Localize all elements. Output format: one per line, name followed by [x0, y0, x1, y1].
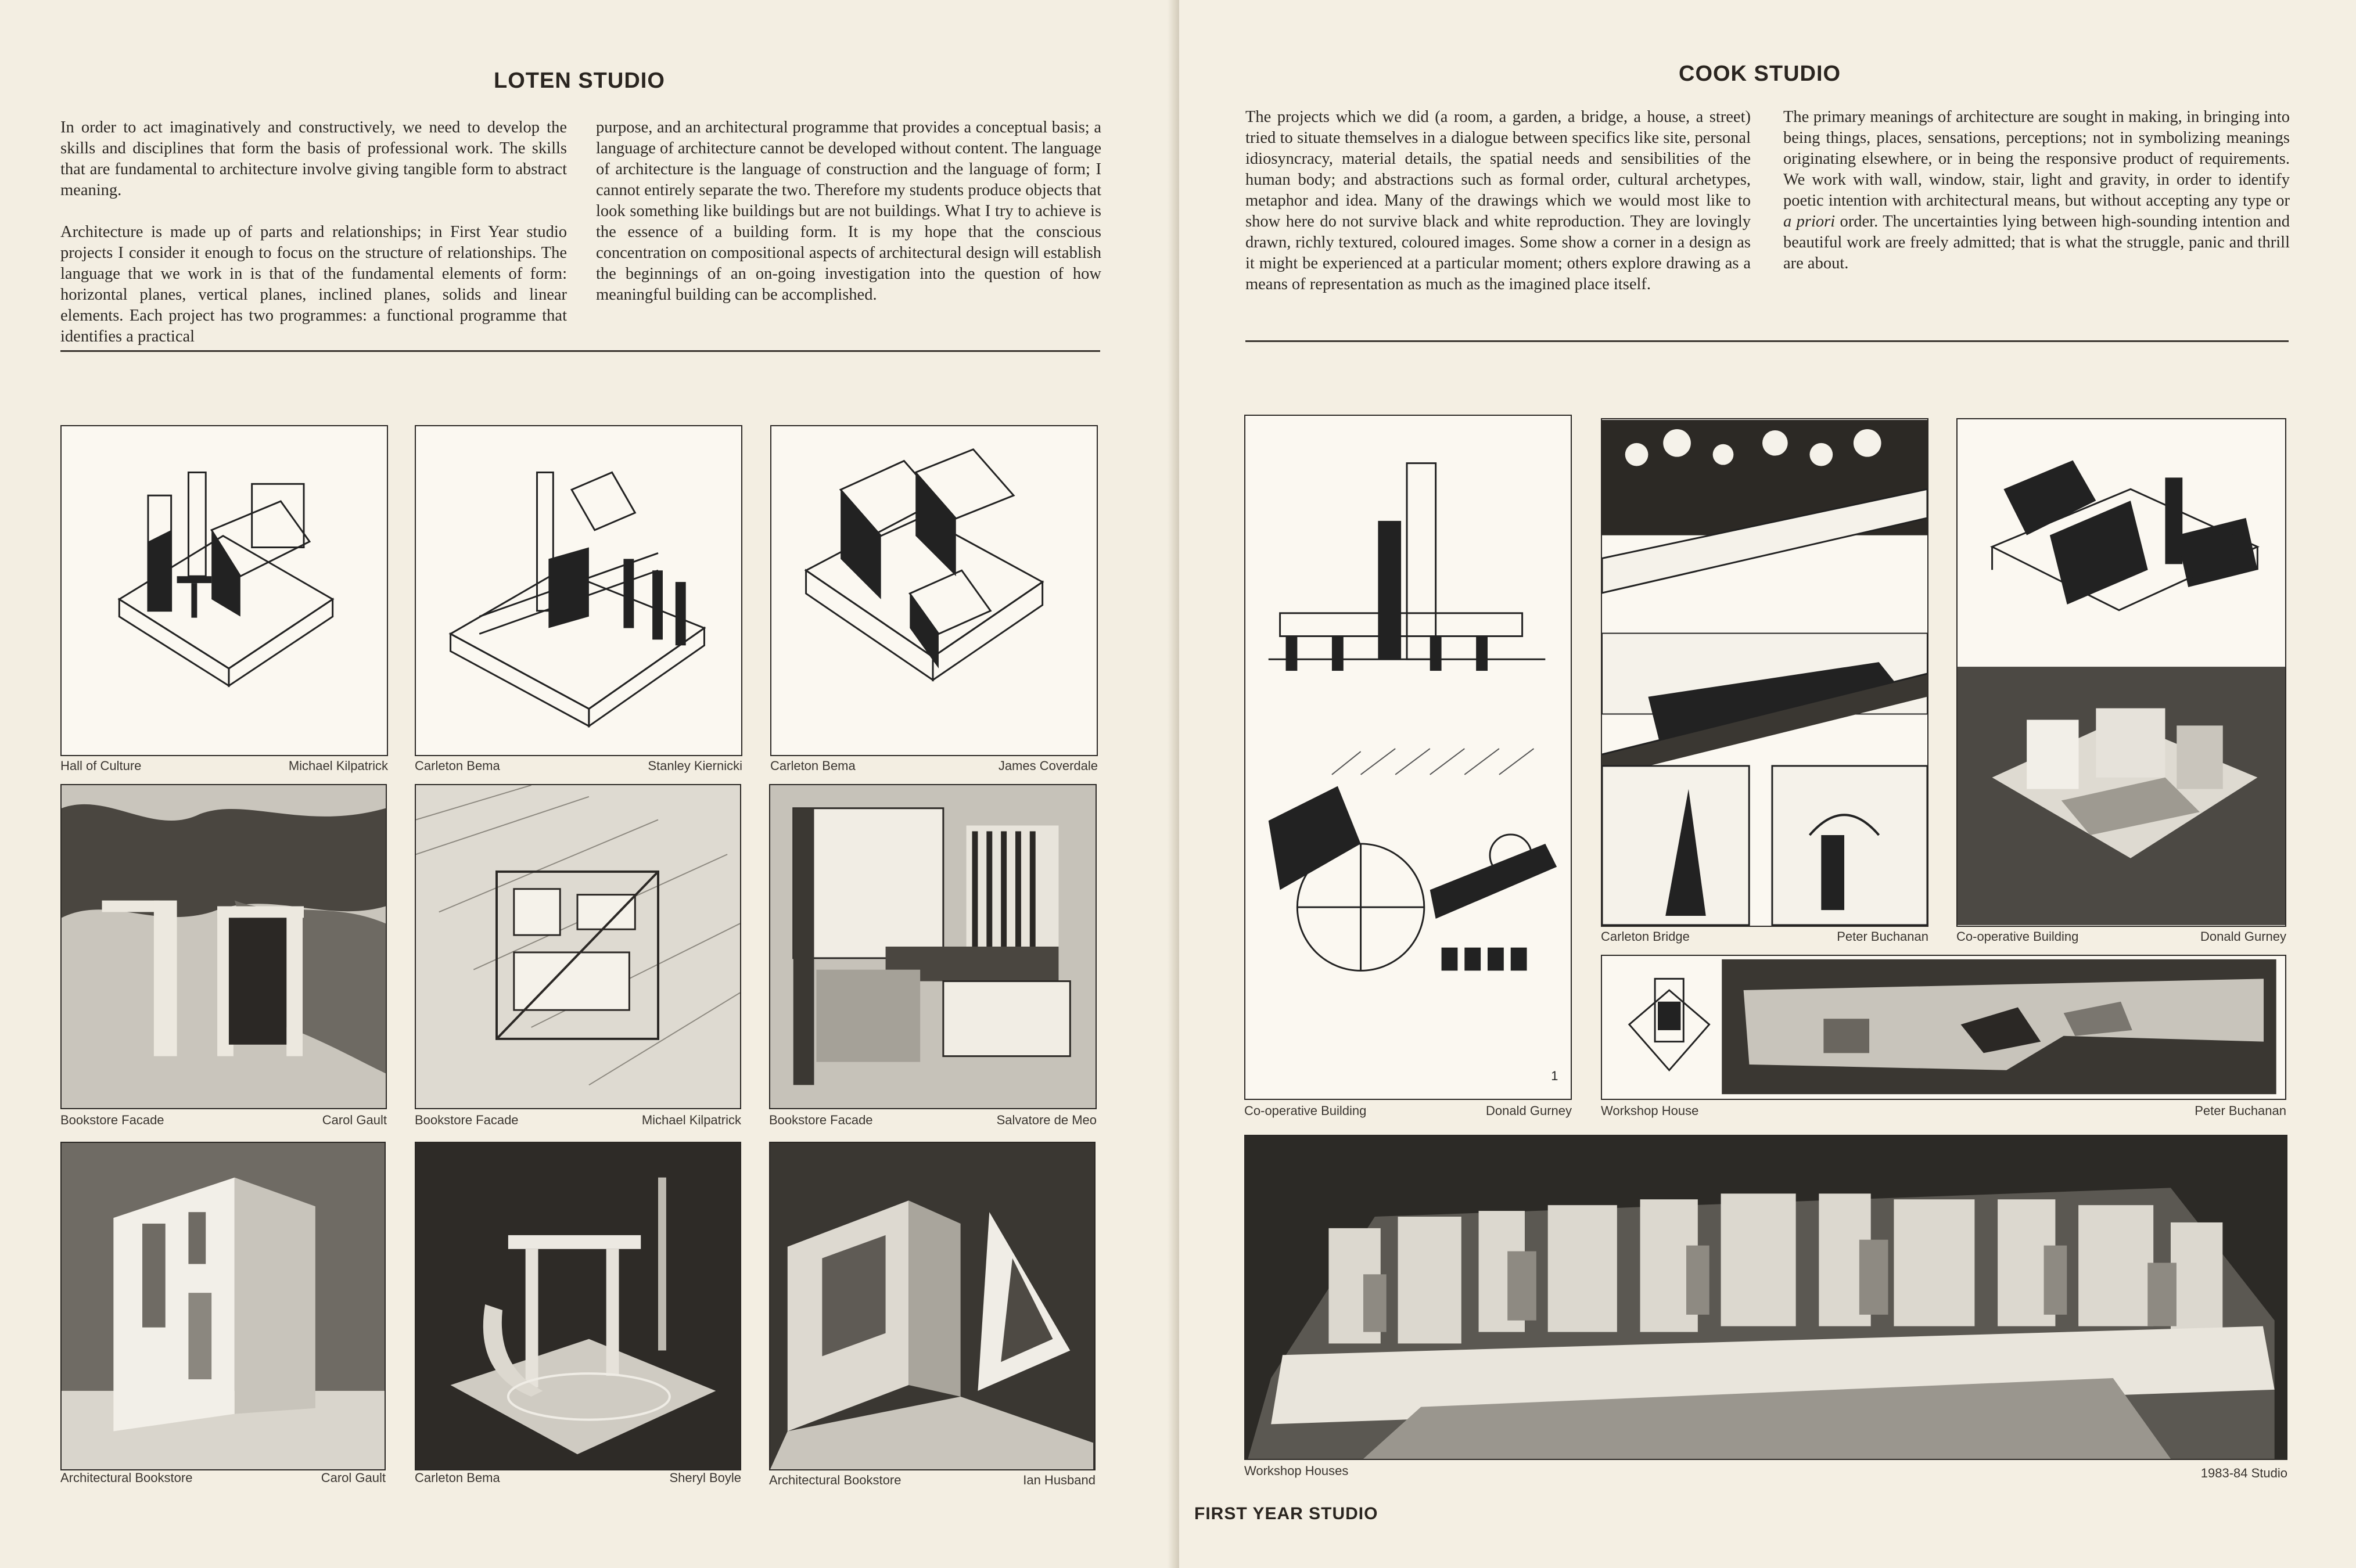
- cook-drawing-carleton-bridge: [1601, 418, 1928, 927]
- cook-studio-title: COOK STUDIO: [1679, 62, 1841, 86]
- caption-project: Carleton Bema: [415, 1470, 500, 1485]
- caption-author: Michael Kilpatrick: [288, 758, 388, 773]
- caption-project: Bookstore Facade: [415, 1113, 519, 1127]
- loten-rendering-bookstore-facade-3: [769, 784, 1097, 1109]
- caption-author: Carol Gault: [321, 1470, 386, 1485]
- cook-co-operative-building-right: [1956, 418, 2286, 927]
- cook-photo-workshop-houses: [1244, 1135, 2287, 1460]
- sketch-and-model-photo: [1958, 419, 2285, 926]
- loten-paragraph: Architecture is made up of parts and relationships; in First Year studio projects I consider it enough to focus on the structure of relationships. The language that we work in is that of the fundamental elements of form: horizontal planes, vertical planes, inclined planes, solids and linear elements. Each project has two programmes: a functional programme that identifies a practical: [60, 223, 567, 346]
- loten-text-column-1: [60, 117, 567, 368]
- caption-project: Carleton Bema: [415, 758, 500, 773]
- model-photo: [62, 1143, 385, 1469]
- caption-project: Architectural Bookstore: [60, 1470, 193, 1485]
- loten-photo-architectural-bookstore-1: [60, 1142, 386, 1470]
- axonometric-drawing: [771, 426, 1097, 755]
- caption-project: Hall of Culture: [60, 758, 142, 773]
- caption-project: Carleton Bema: [770, 758, 856, 773]
- caption-project: Bookstore Facade: [60, 1113, 164, 1127]
- drawing-and-model-photo: [1602, 956, 2285, 1099]
- cook-divider: [1245, 340, 2289, 342]
- loten-drawing-carleton-bema-1: [415, 425, 742, 756]
- cook-drawing-co-operative-building: [1244, 415, 1572, 1100]
- model-photo: [1245, 1136, 2286, 1459]
- caption-author: Carol Gault: [322, 1113, 387, 1127]
- facade-rendering: [770, 785, 1096, 1108]
- loten-photo-carleton-bema: [415, 1142, 741, 1470]
- facade-rendering: [62, 785, 386, 1108]
- caption-project: Co-operative Building: [1956, 929, 2079, 944]
- loten-drawing-carleton-bema-2: [770, 425, 1098, 756]
- loten-text-column-2: [596, 117, 1101, 326]
- loten-paragraph: In order to act imaginatively and constructively, we need to develop the skills and disciplines that form the basis of professional work. The skills that are fundamental to architecture involve giving tangible form to abstract meaning.: [60, 118, 567, 199]
- cook-text-column-2: [1783, 107, 2290, 295]
- caption-project: Co-operative Building: [1244, 1103, 1367, 1118]
- caption-author: 1983-84 Studio: [2200, 1466, 2287, 1480]
- footer-section-title: FIRST YEAR STUDIO: [1194, 1504, 1378, 1523]
- caption-author: Peter Buchanan: [1837, 929, 1928, 944]
- caption-project: Carleton Bridge: [1601, 929, 1690, 944]
- caption-author: Salvatore de Meo: [996, 1113, 1097, 1127]
- model-photo: [416, 1143, 740, 1469]
- caption-project: Bookstore Facade: [769, 1113, 873, 1127]
- caption-project: Architectural Bookstore: [769, 1473, 902, 1487]
- caption-author: Michael Kilpatrick: [641, 1113, 741, 1127]
- axonometric-drawing: [62, 426, 387, 755]
- cook-workshop-house: [1601, 955, 2286, 1100]
- loten-photo-architectural-bookstore-2: [769, 1142, 1096, 1470]
- model-photo: [770, 1143, 1094, 1469]
- caption-author: James Coverdale: [998, 758, 1098, 773]
- loten-studio-title: LOTEN STUDIO: [494, 69, 665, 93]
- caption-author: Ian Husband: [1023, 1473, 1096, 1487]
- facade-rendering: [416, 785, 740, 1108]
- caption-project: Workshop House: [1601, 1103, 1699, 1118]
- loten-drawing-hall-of-culture: [60, 425, 388, 756]
- sketch-drawing: [1245, 416, 1571, 1099]
- caption-author: Donald Gurney: [2200, 929, 2286, 944]
- cook-paragraph: The primary meanings of architecture are sought in making, in bringing into being things, places, sensations, perceptions; not in symbolizing meanings originating elsewhere, or in being the responsive product of requirements. We work with wall, window, stair, light and gravity, in order to identify poetic intention with architectural means, but without accepting any type or a priori order. The uncertainties lying between high-sounding intention and beautiful work are freely admitted; that is what the struggle, panic and thrill are about.: [1783, 108, 2290, 272]
- axonometric-drawing: [416, 426, 741, 755]
- caption-author: Peter Buchanan: [2195, 1103, 2286, 1118]
- loten-divider: [60, 350, 1100, 352]
- loten-rendering-bookstore-facade-2: [415, 784, 741, 1109]
- cook-text-column-1: [1245, 107, 1751, 316]
- caption-author: Donald Gurney: [1486, 1103, 1572, 1118]
- cook-paragraph: The projects which we did (a room, a garden, a bridge, a house, a street) tried to situate themselves in a dialogue between specifics like site, personal idiosyncracy, material details, the spatial needs and sensibilities of the human body; and abstractions such as formal order, cultural archetypes, metaphor and idea. Many of the drawings which we would most like to show here do not survive black and white reproduction. They are lovingly drawn, richly textured, coloured images. Some show a corner in a design as it might be experienced at a particular moment; others explore drawing as a means of representation as much as the imagined place itself.: [1245, 108, 1751, 293]
- right-page: [1179, 0, 2356, 1568]
- left-page: [0, 0, 1175, 1568]
- caption-author: Stanley Kiernicki: [648, 758, 742, 773]
- loten-rendering-bookstore-facade-1: [60, 784, 387, 1109]
- sketch-drawing: [1602, 419, 1927, 926]
- caption-author: Sheryl Boyle: [669, 1470, 741, 1485]
- caption-project: Workshop Houses: [1244, 1463, 1349, 1478]
- plate-number: 1: [1551, 1069, 1558, 1084]
- loten-paragraph: purpose, and an architectural programme that provides a conceptual basis; a language of architecture cannot be developed without content. The language of architecture is the language of construction and the language of form; I cannot entirely separate the two. Therefore my students produce objects that look something like buildings but are not buildings. What I try to achieve is the essence of a building form. It is my hope that the conscious concentration on compositional aspects of architectural design will establish the beginnings of an on-going investigation into the question of how meaningful building can be accomplished.: [596, 118, 1101, 304]
